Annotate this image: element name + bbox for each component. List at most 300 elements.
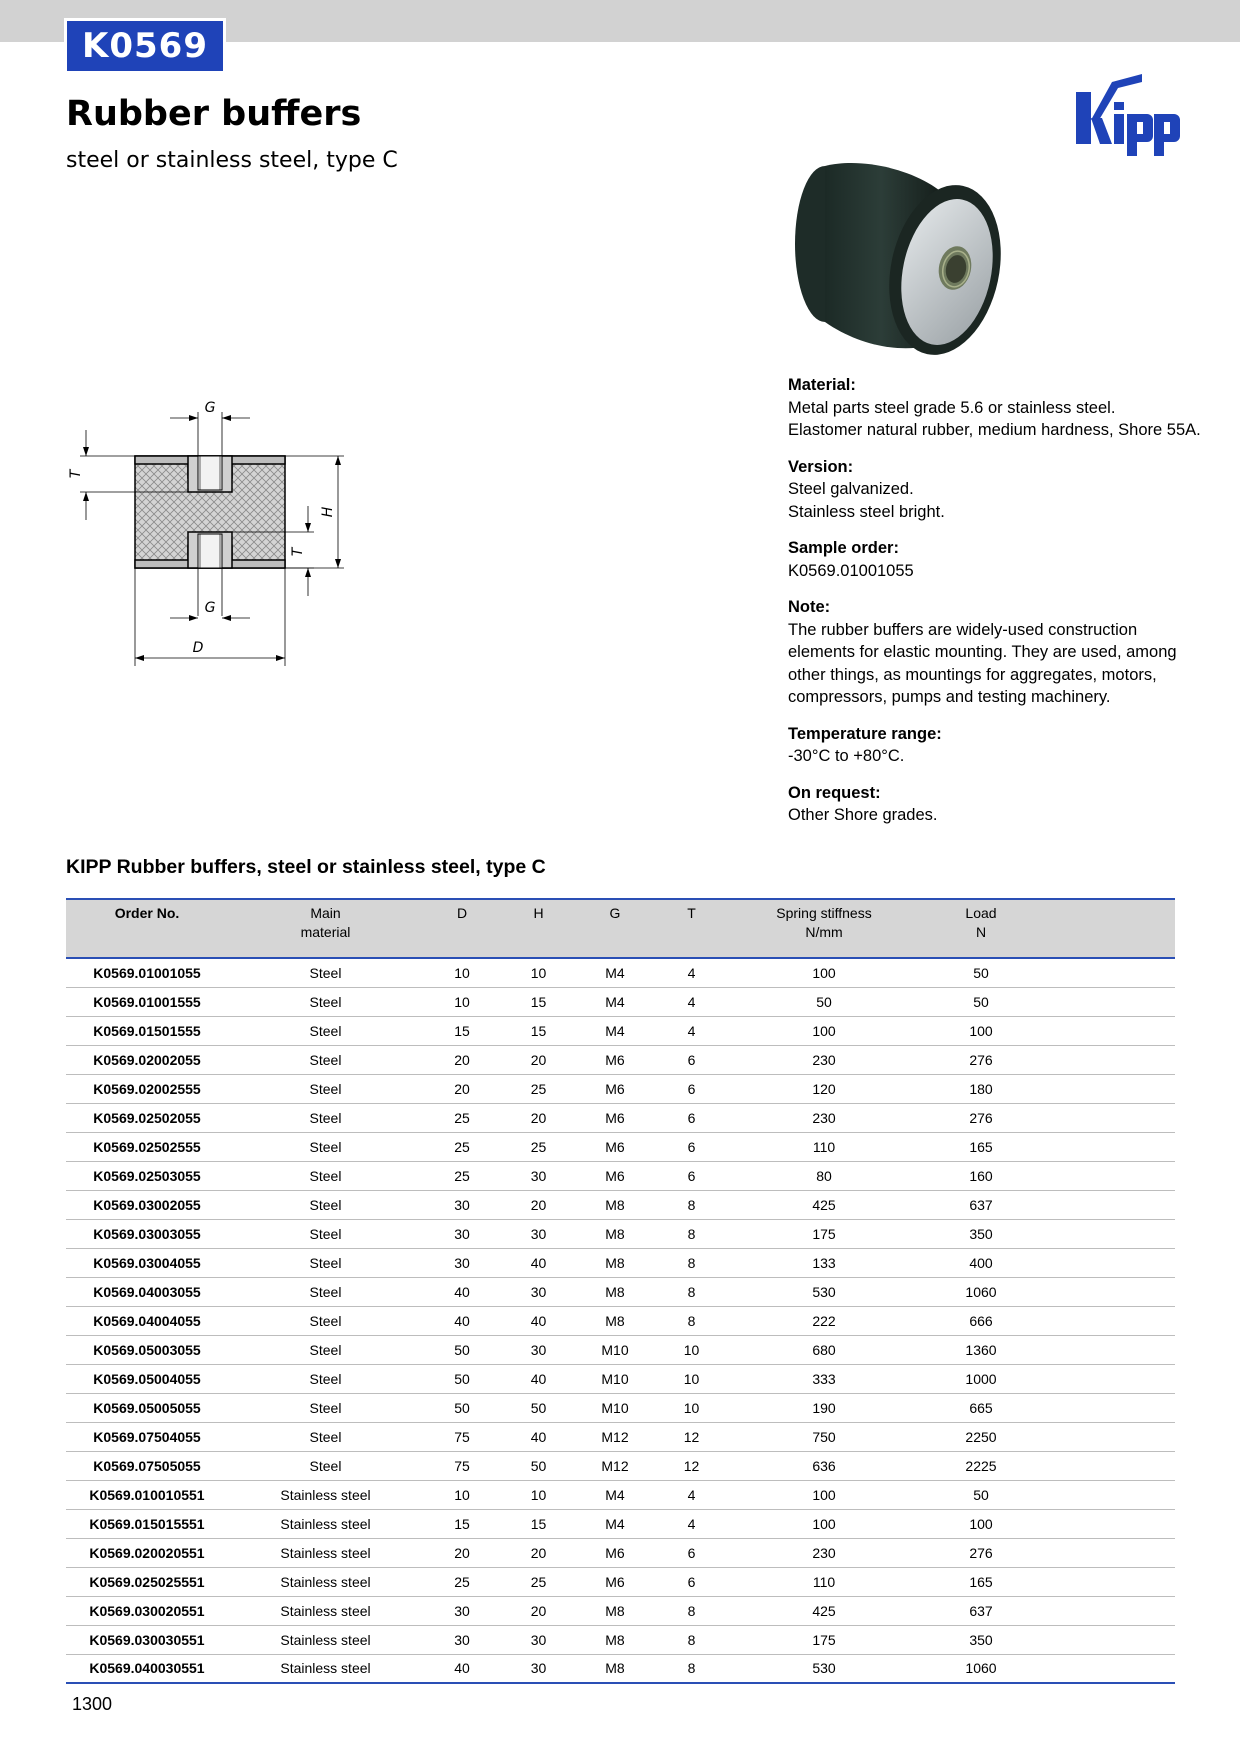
table-row: [66, 1625, 1175, 1654]
label-t-right: T: [290, 547, 306, 557]
d-cell: 15: [423, 1509, 501, 1538]
d-cell: 25: [423, 1103, 501, 1132]
table-row: [66, 1161, 1175, 1190]
h-cell: 20: [501, 1045, 576, 1074]
d-cell: 20: [423, 1045, 501, 1074]
row-spacer: [1043, 1190, 1175, 1219]
spring-stiffness-cell: 680: [729, 1335, 919, 1364]
d-cell: 50: [423, 1364, 501, 1393]
spring-stiffness-cell: 50: [729, 987, 919, 1016]
material-cell: Stainless steel: [228, 1625, 423, 1654]
spec-table: [66, 898, 1175, 1684]
h-cell: 30: [501, 1219, 576, 1248]
material-cell: Stainless steel: [228, 1596, 423, 1625]
spring-stiffness-cell: 100: [729, 1480, 919, 1509]
d-cell: 40: [423, 1306, 501, 1335]
version-section: [788, 456, 1208, 524]
t-cell: 4: [654, 1480, 729, 1509]
h-cell: 15: [501, 987, 576, 1016]
spring-stiffness-cell: 100: [729, 1016, 919, 1045]
t-cell: 6: [654, 1567, 729, 1596]
t-cell: 8: [654, 1306, 729, 1335]
g-cell: M8: [576, 1277, 654, 1306]
h-cell: 25: [501, 1132, 576, 1161]
t-cell: 6: [654, 1045, 729, 1074]
h-cell: 10: [501, 958, 576, 987]
t-cell: 10: [654, 1364, 729, 1393]
sample-order-value: K0569.01001055: [788, 561, 914, 580]
label-d: D: [192, 640, 204, 656]
d-cell: 25: [423, 1132, 501, 1161]
h-cell: 50: [501, 1393, 576, 1422]
h-cell: 30: [501, 1335, 576, 1364]
table-row: [66, 1567, 1175, 1596]
material-cell: Steel: [228, 1016, 423, 1045]
row-spacer: [1043, 1335, 1175, 1364]
t-cell: 6: [654, 1074, 729, 1103]
version-line: Stainless steel bright.: [788, 502, 945, 521]
g-cell: M6: [576, 1132, 654, 1161]
load-cell: 50: [919, 987, 1043, 1016]
header-main-material: Main material: [228, 899, 423, 958]
table-row: [66, 1016, 1175, 1045]
d-cell: 30: [423, 1190, 501, 1219]
spring-stiffness-cell: 333: [729, 1364, 919, 1393]
h-cell: 10: [501, 1480, 576, 1509]
g-cell: M8: [576, 1306, 654, 1335]
load-cell: 1060: [919, 1277, 1043, 1306]
table-row: [66, 1045, 1175, 1074]
load-cell: 160: [919, 1161, 1043, 1190]
table-row: [66, 1248, 1175, 1277]
g-cell: M4: [576, 1509, 654, 1538]
load-cell: 2250: [919, 1422, 1043, 1451]
load-cell: 50: [919, 1480, 1043, 1509]
load-cell: 665: [919, 1393, 1043, 1422]
row-spacer: [1043, 1161, 1175, 1190]
table-row: [66, 1103, 1175, 1132]
load-cell: 180: [919, 1074, 1043, 1103]
load-cell: 350: [919, 1625, 1043, 1654]
t-cell: 4: [654, 1509, 729, 1538]
note-line: The rubber buffers are widely-used construction: [788, 620, 1138, 639]
g-cell: M6: [576, 1161, 654, 1190]
t-cell: 8: [654, 1248, 729, 1277]
table-row: [66, 1422, 1175, 1451]
temperature-section: [788, 723, 1208, 768]
table-row: [66, 1277, 1175, 1306]
row-spacer: [1043, 1364, 1175, 1393]
spring-stiffness-cell: 100: [729, 1509, 919, 1538]
table-row: [66, 1538, 1175, 1567]
spring-stiffness-cell: 133: [729, 1248, 919, 1277]
order-no-cell: K0569.03004055: [66, 1248, 228, 1277]
order-no-cell: K0569.030020551: [66, 1596, 228, 1625]
g-cell: M10: [576, 1393, 654, 1422]
t-cell: 4: [654, 1016, 729, 1045]
order-no-cell: K0569.010010551: [66, 1480, 228, 1509]
spring-stiffness-cell: 222: [729, 1306, 919, 1335]
row-spacer: [1043, 1074, 1175, 1103]
row-spacer: [1043, 1567, 1175, 1596]
label-g-bottom: G: [204, 600, 216, 616]
header-spring-stiffness: Spring stiffness N/mm: [729, 899, 919, 958]
row-spacer: [1043, 1277, 1175, 1306]
order-no-cell: K0569.015015551: [66, 1509, 228, 1538]
t-cell: 12: [654, 1422, 729, 1451]
material-cell: Steel: [228, 1103, 423, 1132]
table-row: [66, 1654, 1175, 1683]
table-row: [66, 987, 1175, 1016]
load-cell: 165: [919, 1567, 1043, 1596]
h-cell: 50: [501, 1451, 576, 1480]
t-cell: 4: [654, 958, 729, 987]
order-no-cell: K0569.02002555: [66, 1074, 228, 1103]
g-cell: M8: [576, 1219, 654, 1248]
row-spacer: [1043, 1625, 1175, 1654]
d-cell: 10: [423, 958, 501, 987]
h-cell: 40: [501, 1422, 576, 1451]
t-cell: 10: [654, 1393, 729, 1422]
kipp-logo: [1072, 74, 1184, 158]
table-title: KIPP Rubber buffers, steel or stainless steel, type C: [66, 856, 546, 878]
t-cell: 8: [654, 1190, 729, 1219]
t-cell: 6: [654, 1103, 729, 1132]
t-cell: 8: [654, 1625, 729, 1654]
order-no-cell: K0569.07504055: [66, 1422, 228, 1451]
page-number: 1300: [72, 1694, 113, 1714]
table-row: [66, 1393, 1175, 1422]
load-cell: 276: [919, 1538, 1043, 1567]
load-cell: 276: [919, 1103, 1043, 1132]
load-cell: 50: [919, 958, 1043, 987]
spring-stiffness-cell: 636: [729, 1451, 919, 1480]
d-cell: 40: [454, 1660, 470, 1677]
d-cell: 50: [423, 1393, 501, 1422]
h-cell: 40: [501, 1364, 576, 1393]
h-cell: 40: [501, 1248, 576, 1277]
table-header-row: [66, 899, 1175, 958]
material-cell: Steel: [228, 1161, 423, 1190]
table-row: [66, 1364, 1175, 1393]
table-row: [66, 1596, 1175, 1625]
header-h: H: [501, 899, 576, 958]
material-cell: Steel: [228, 1190, 423, 1219]
row-spacer: [1043, 1509, 1175, 1538]
order-no-cell: K0569.05005055: [66, 1393, 228, 1422]
h-cell: 25: [501, 1074, 576, 1103]
g-cell: M6: [576, 1074, 654, 1103]
material-heading: Material:: [788, 376, 856, 394]
note-line: other things, as mountings for aggregates, motors,: [788, 665, 1157, 684]
load-cell: 2225: [919, 1451, 1043, 1480]
material-cell: Steel: [228, 1074, 423, 1103]
spring-stiffness-cell: 175: [729, 1625, 919, 1654]
note-line: compressors, pumps and testing machinery.: [788, 688, 1111, 706]
d-cell: 20: [423, 1538, 501, 1567]
g-cell: M12: [576, 1422, 654, 1451]
row-spacer: [1043, 1480, 1175, 1509]
h-cell: 30: [501, 1625, 576, 1654]
order-no-cell: K0569.020020551: [66, 1538, 228, 1567]
g-cell: M10: [576, 1364, 654, 1393]
table-row: [66, 1074, 1175, 1103]
load-cell: 100: [919, 1509, 1043, 1538]
t-cell: 12: [654, 1451, 729, 1480]
row-spacer: [1043, 1596, 1175, 1625]
row-spacer: [1043, 1045, 1175, 1074]
load-cell: 1000: [919, 1364, 1043, 1393]
g-cell: M6: [576, 1103, 654, 1132]
spring-stiffness-cell: 190: [729, 1393, 919, 1422]
spring-stiffness-cell: 425: [729, 1190, 919, 1219]
material-cell: Stainless steel: [228, 1480, 423, 1509]
h-cell: 15: [501, 1016, 576, 1045]
g-cell: M8: [605, 1660, 625, 1677]
load-cell: 165: [919, 1132, 1043, 1161]
load-cell: 637: [919, 1596, 1043, 1625]
spring-stiffness-cell: 110: [729, 1132, 919, 1161]
material-cell: Steel: [228, 1306, 423, 1335]
page-title: Rubber buffers: [66, 94, 362, 134]
order-no-cell: K0569.03002055: [66, 1190, 228, 1219]
header-order-no: Order No.: [66, 899, 228, 958]
spring-stiffness-cell: 750: [729, 1422, 919, 1451]
h-cell: 25: [501, 1567, 576, 1596]
material-section: [788, 374, 1208, 442]
note-section: [788, 596, 1208, 709]
version-heading: Version:: [788, 457, 854, 476]
g-cell: M4: [576, 1016, 654, 1045]
h-cell: 40: [501, 1306, 576, 1335]
order-no-cell: K0569.03003055: [66, 1219, 228, 1248]
d-cell: 50: [423, 1335, 501, 1364]
h-cell: 20: [501, 1190, 576, 1219]
d-cell: 15: [423, 1016, 501, 1045]
d-cell: 30: [423, 1248, 501, 1277]
header-load: Load N: [919, 899, 1043, 958]
table-body: [66, 958, 1175, 1683]
material-cell: Steel: [228, 987, 423, 1016]
header-t: T: [654, 899, 729, 958]
material-cell: Steel: [228, 1045, 423, 1074]
material-cell: Steel: [228, 1277, 423, 1306]
d-cell: 30: [423, 1625, 501, 1654]
on-request-value: Other Shore grades.: [788, 806, 938, 824]
spring-stiffness-cell: 425: [729, 1596, 919, 1625]
material-cell: Steel: [228, 1248, 423, 1277]
spring-stiffness-cell: 230: [729, 1045, 919, 1074]
h-cell: 30: [530, 1660, 547, 1677]
row-spacer: [1043, 1248, 1175, 1277]
g-cell: M10: [576, 1335, 654, 1364]
t-cell: 8: [654, 1596, 729, 1625]
t-cell: 4: [654, 987, 729, 1016]
material-cell: Stainless steel: [280, 1660, 371, 1677]
load-cell: 350: [919, 1219, 1043, 1248]
technical-drawing: [68, 394, 404, 674]
label-h: H: [320, 506, 336, 518]
spring-stiffness-cell: 530: [729, 1277, 919, 1306]
product-info: [788, 374, 1208, 841]
row-spacer: [1043, 1306, 1175, 1335]
table-row: [66, 1219, 1175, 1248]
g-cell: M12: [576, 1451, 654, 1480]
order-no-cell: K0569.030030551: [66, 1625, 228, 1654]
h-cell: 20: [501, 1103, 576, 1132]
table-row: [66, 1451, 1175, 1480]
g-cell: M6: [576, 1567, 654, 1596]
spring-stiffness-cell: 100: [729, 958, 919, 987]
load-cell: 276: [919, 1045, 1043, 1074]
material-cell: Steel: [228, 1422, 423, 1451]
table-row: [66, 1335, 1175, 1364]
t-cell: 8: [654, 1277, 729, 1306]
material-cell: Steel: [228, 1335, 423, 1364]
row-spacer: [1043, 1538, 1175, 1567]
g-cell: M6: [576, 1045, 654, 1074]
order-no-cell: K0569.05004055: [66, 1364, 228, 1393]
order-no-cell: K0569.02502055: [66, 1103, 228, 1132]
load-cell: 400: [919, 1248, 1043, 1277]
g-cell: M8: [576, 1190, 654, 1219]
order-no-cell: K0569.07505055: [66, 1451, 228, 1480]
material-cell: Steel: [228, 1364, 423, 1393]
label-t-left: T: [68, 469, 84, 479]
order-no-cell: K0569.05003055: [66, 1335, 228, 1364]
t-cell: 6: [654, 1538, 729, 1567]
load-cell: 1360: [919, 1335, 1043, 1364]
material-cell: Steel: [228, 1451, 423, 1480]
d-cell: 30: [423, 1219, 501, 1248]
load-cell: 100: [919, 1016, 1043, 1045]
order-no-cell: K0569.04003055: [66, 1277, 228, 1306]
table-row: [66, 958, 1175, 987]
d-cell: 40: [423, 1277, 501, 1306]
d-cell: 10: [423, 1480, 501, 1509]
order-no-cell: K0569.02502555: [66, 1132, 228, 1161]
material-cell: Stainless steel: [228, 1509, 423, 1538]
temperature-heading: Temperature range:: [788, 724, 942, 743]
order-no-cell: K0569.040030551: [89, 1660, 205, 1677]
order-no-cell: K0569.01501555: [66, 1016, 228, 1045]
note-heading: Note:: [788, 598, 831, 616]
row-spacer: [1043, 987, 1175, 1016]
order-no-cell: K0569.01001555: [66, 987, 228, 1016]
row-spacer: [1043, 1422, 1175, 1451]
d-cell: 75: [423, 1422, 501, 1451]
header-spacer: [1043, 899, 1175, 958]
d-cell: 30: [423, 1596, 501, 1625]
row-spacer: [1043, 958, 1175, 987]
row-spacer: [1043, 1393, 1175, 1422]
load-cell: 666: [919, 1306, 1043, 1335]
d-cell: 25: [423, 1161, 501, 1190]
order-no-cell: K0569.025025551: [66, 1567, 228, 1596]
g-cell: M8: [576, 1625, 654, 1654]
sample-order-heading: Sample order:: [788, 539, 899, 557]
material-cell: Steel: [228, 958, 423, 987]
g-cell: M8: [576, 1248, 654, 1277]
load-cell: 637: [919, 1190, 1043, 1219]
row-spacer: [1043, 1219, 1175, 1248]
table-row: [66, 1306, 1175, 1335]
g-cell: M4: [576, 958, 654, 987]
load-cell: 1060: [965, 1660, 997, 1677]
table-row: [66, 1190, 1175, 1219]
label-g-top: G: [204, 400, 216, 416]
order-no-cell: K0569.01001055: [66, 958, 228, 987]
header-g: G: [576, 899, 654, 958]
h-cell: 30: [501, 1277, 576, 1306]
table-row: [66, 1509, 1175, 1538]
row-spacer: [1043, 1132, 1175, 1161]
product-photo: [785, 150, 1015, 360]
order-no-cell: K0569.04004055: [66, 1306, 228, 1335]
material-cell: Steel: [228, 1393, 423, 1422]
material-cell: Steel: [228, 1132, 423, 1161]
g-cell: M6: [576, 1538, 654, 1567]
on-request-section: [788, 782, 1208, 827]
order-no-cell: K0569.02503055: [66, 1161, 228, 1190]
sample-order-section: [788, 537, 1208, 582]
table-row: [66, 1480, 1175, 1509]
spring-stiffness-cell: 110: [729, 1567, 919, 1596]
row-spacer: [1043, 1451, 1175, 1480]
spring-stiffness-cell: 120: [729, 1074, 919, 1103]
t-cell: 6: [654, 1132, 729, 1161]
spring-stiffness-cell: 530: [812, 1660, 836, 1677]
h-cell: 20: [501, 1538, 576, 1567]
g-cell: M4: [576, 1480, 654, 1509]
header-d: D: [423, 899, 501, 958]
h-cell: 15: [501, 1509, 576, 1538]
t-cell: 10: [654, 1335, 729, 1364]
order-no-cell: K0569.02002055: [66, 1045, 228, 1074]
row-spacer: [1043, 1016, 1175, 1045]
g-cell: M4: [576, 987, 654, 1016]
d-cell: 10: [423, 987, 501, 1016]
material-cell: Steel: [228, 1219, 423, 1248]
page-subtitle: steel or stainless steel, type C: [66, 148, 398, 173]
material-line: Elastomer natural rubber, medium hardness, Shore 55A.: [788, 421, 1201, 439]
on-request-heading: On request:: [788, 783, 881, 802]
g-cell: M8: [576, 1596, 654, 1625]
t-cell: 8: [687, 1660, 696, 1677]
spring-stiffness-cell: 80: [729, 1161, 919, 1190]
d-cell: 75: [423, 1451, 501, 1480]
row-spacer: [1043, 1654, 1175, 1683]
row-spacer: [1043, 1103, 1175, 1132]
h-cell: 30: [501, 1161, 576, 1190]
d-cell: 20: [423, 1074, 501, 1103]
temperature-value: -30°C to +80°C.: [788, 747, 905, 765]
note-line: elements for elastic mounting. They are used, among: [788, 643, 1177, 661]
t-cell: 8: [654, 1219, 729, 1248]
spring-stiffness-cell: 230: [729, 1538, 919, 1567]
version-line: Steel galvanized.: [788, 480, 914, 498]
material-cell: Stainless steel: [228, 1567, 423, 1596]
spring-stiffness-cell: 175: [729, 1219, 919, 1248]
material-cell: Stainless steel: [228, 1538, 423, 1567]
d-cell: 25: [423, 1567, 501, 1596]
spring-stiffness-cell: 230: [729, 1103, 919, 1132]
table-row: [66, 1132, 1175, 1161]
h-cell: 20: [501, 1596, 576, 1625]
product-code-badge: K0569: [64, 18, 226, 74]
t-cell: 6: [654, 1161, 729, 1190]
material-line: Metal parts steel grade 5.6 or stainless steel.: [788, 398, 1116, 417]
